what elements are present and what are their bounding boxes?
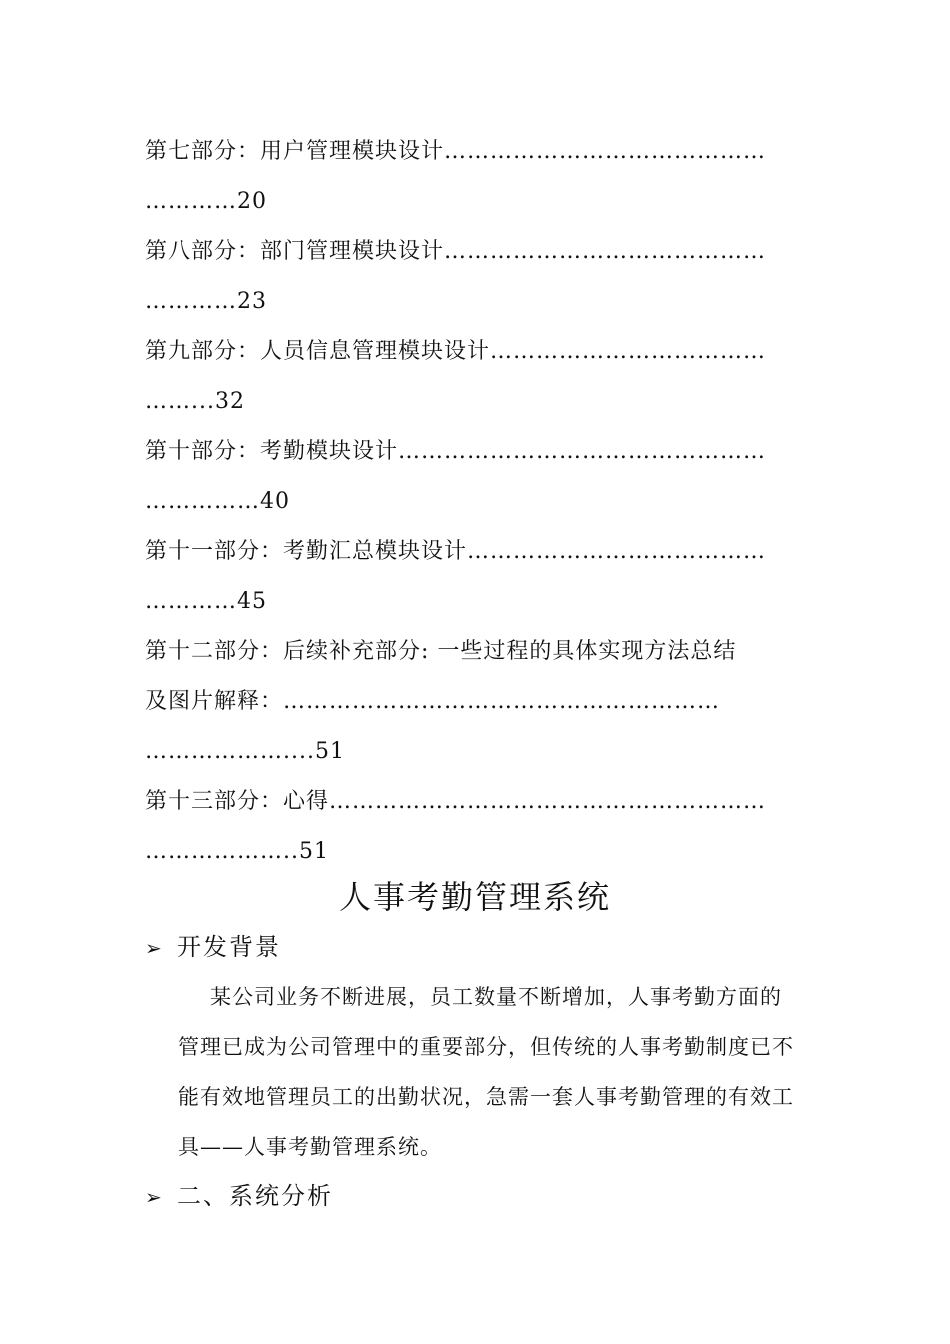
- toc-entry-part-12-page: ………………....51: [145, 739, 345, 764]
- toc-entry-part-9: 第九部分：人员信息管理模块设计………………………………: [145, 339, 767, 364]
- toc-entry-part-7: 第七部分：用户管理模块设计……………………………………: [145, 139, 767, 164]
- paragraph-line: 能有效地管理员工的出勤状况，急需一套人事考勤管理的有效工: [178, 1085, 794, 1109]
- paragraph-line: 某公司业务不断进展，员工数量不断增加，人事考勤方面的: [210, 985, 782, 1009]
- arrow-bullet-icon: ➢: [145, 1185, 162, 1209]
- section-heading-text: 开发背景: [177, 933, 281, 961]
- toc-entry-part-7-page: …………20: [145, 189, 267, 214]
- arrow-bullet-icon: ➢: [145, 936, 162, 960]
- toc-entry-part-10: 第十部分：考勤模块设计…………………………………………: [145, 439, 767, 464]
- toc-entry-part-10-page: ……………40: [145, 489, 290, 514]
- toc-entry-part-8: 第八部分：部门管理模块设计……………………………………: [145, 239, 767, 264]
- toc-entry-part-13: 第十三部分：心得…………………………………………………: [145, 789, 767, 814]
- paragraph-line: 管理已成为公司管理中的重要部分，但传统的人事考勤制度已不: [178, 1035, 794, 1059]
- toc-entry-part-8-page: …………23: [145, 289, 267, 314]
- paragraph-line: 具——人事考勤管理系统。: [178, 1135, 442, 1159]
- section-heading-text: 二、系统分析: [177, 1182, 333, 1210]
- toc-entry-part-12: 第十二部分：后续补充部分: 一些过程的具体实现方法总结: [145, 639, 737, 664]
- toc-entry-part-9-page: ……...32: [145, 389, 245, 414]
- toc-entry-part-11-page: …………45: [145, 589, 267, 614]
- toc-entry-part-11: 第十一部分：考勤汇总模块设计…………………………………: [145, 539, 767, 564]
- section-heading-background: [145, 927, 281, 968]
- section-heading-system-analysis: [145, 1176, 333, 1217]
- background-paragraph: [178, 977, 808, 1177]
- table-of-contents: [145, 132, 810, 882]
- document-title: 人事考勤管理系统: [338, 878, 611, 916]
- toc-entry-part-12-continued: 及图片解释：…………………………………………………: [145, 689, 721, 714]
- toc-entry-part-13-page: ………………..51: [145, 839, 329, 864]
